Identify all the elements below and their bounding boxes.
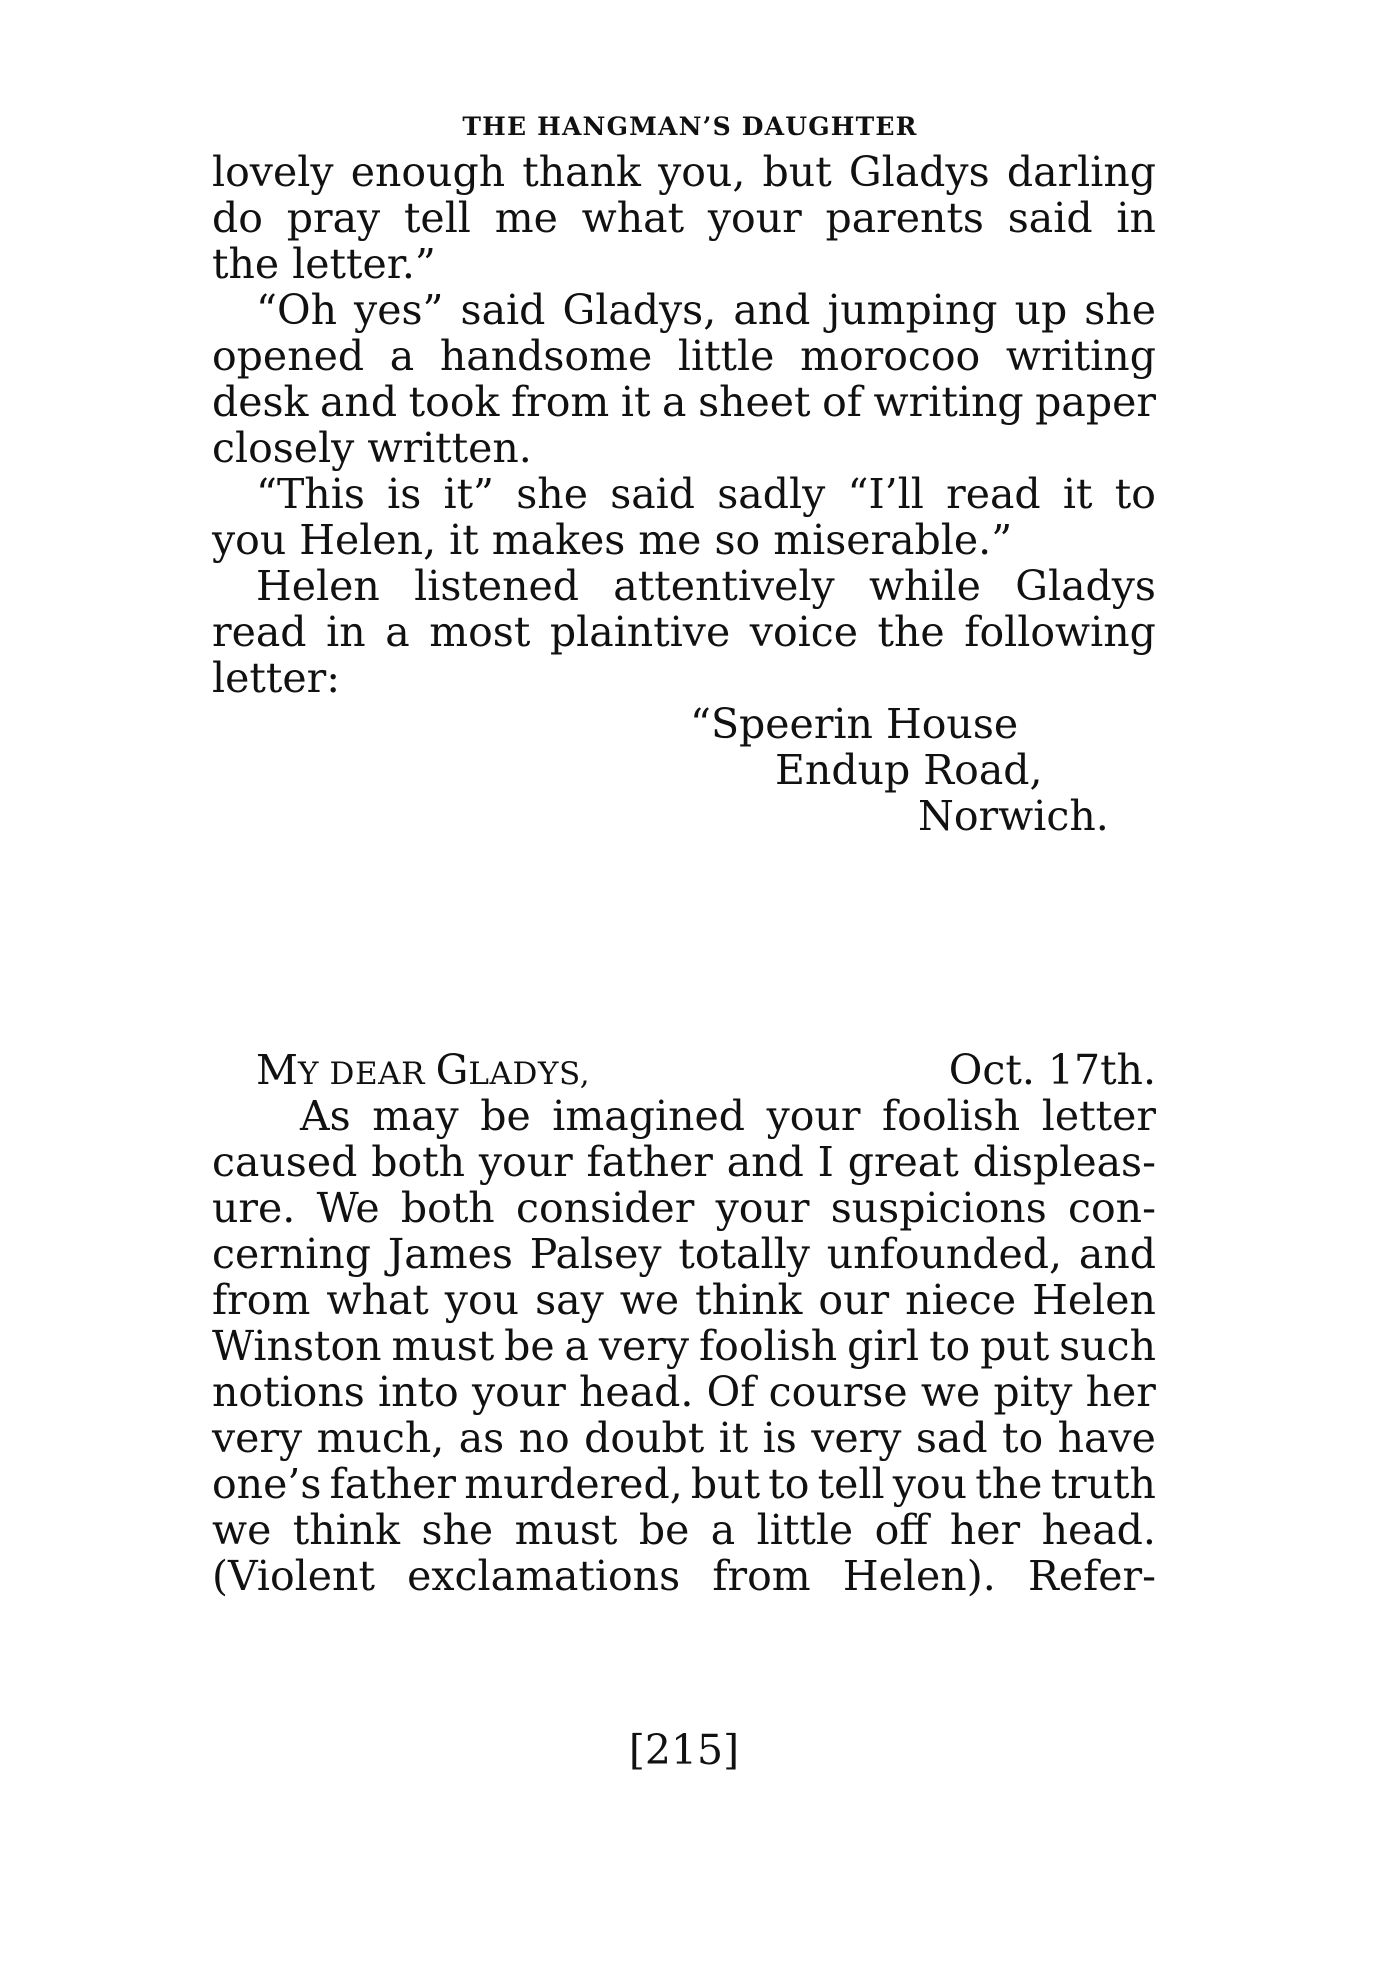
- text-line: you Helen, it makes me so miserable.”: [212, 516, 1013, 564]
- page-number: [215]: [628, 1726, 740, 1774]
- text-line: do pray tell me what your parents said in: [212, 194, 1156, 242]
- text-line: we think she must be a little off her head.: [212, 1506, 1156, 1554]
- text-line: read in a most plaintive voice the following: [212, 608, 1156, 656]
- text-line: very much, as no doubt it is very sad to have: [212, 1414, 1156, 1462]
- text-line: from what you say we think our niece Helen: [212, 1276, 1156, 1324]
- salutation-text: MY DEAR GLADYS,: [256, 1046, 591, 1094]
- text-line: the letter.”: [212, 240, 436, 288]
- text-line: “This is it” she said sadly “I’ll read it to: [256, 470, 1156, 518]
- text-line: cerning James Palsey totally unfounded, and: [212, 1230, 1156, 1278]
- text-line: ure. We both consider your suspicions con-: [212, 1184, 1156, 1232]
- letter-salutation: [256, 1046, 1156, 1094]
- text-line: closely written.: [212, 424, 532, 472]
- text-line: “Oh yes” said Gladys, and jumping up she: [256, 286, 1156, 334]
- letter-address-line: Norwich.: [918, 792, 1109, 840]
- text-line: As may be imagined your foolish letter: [300, 1092, 1156, 1140]
- text-line: opened a handsome little morocoo writing: [212, 332, 1156, 380]
- text-line: lovely enough thank you, but Gladys darling: [212, 148, 1156, 196]
- letter-date: Oct. 17th.: [948, 1046, 1156, 1094]
- text-line: Winston must be a very foolish girl to put such: [212, 1322, 1156, 1370]
- text-line: Helen listened attentively while Gladys: [256, 562, 1156, 610]
- letter-address-line: “Speerin House: [690, 700, 1019, 748]
- text-line: one’s father murdered, but to tell you the truth: [212, 1460, 1156, 1508]
- text-line: letter:: [212, 654, 341, 702]
- text-line: notions into your head. Of course we pity her: [212, 1368, 1156, 1416]
- text-line: caused both your father and I great displeas-: [212, 1138, 1156, 1186]
- running-header: THE HANGMAN’S DAUGHTER: [462, 112, 918, 141]
- text-line: desk and took from it a sheet of writing paper: [212, 378, 1156, 426]
- text-line: (Violent exclamations from Helen). Refer-: [212, 1552, 1156, 1600]
- letter-address-line: Endup Road,: [775, 746, 1043, 794]
